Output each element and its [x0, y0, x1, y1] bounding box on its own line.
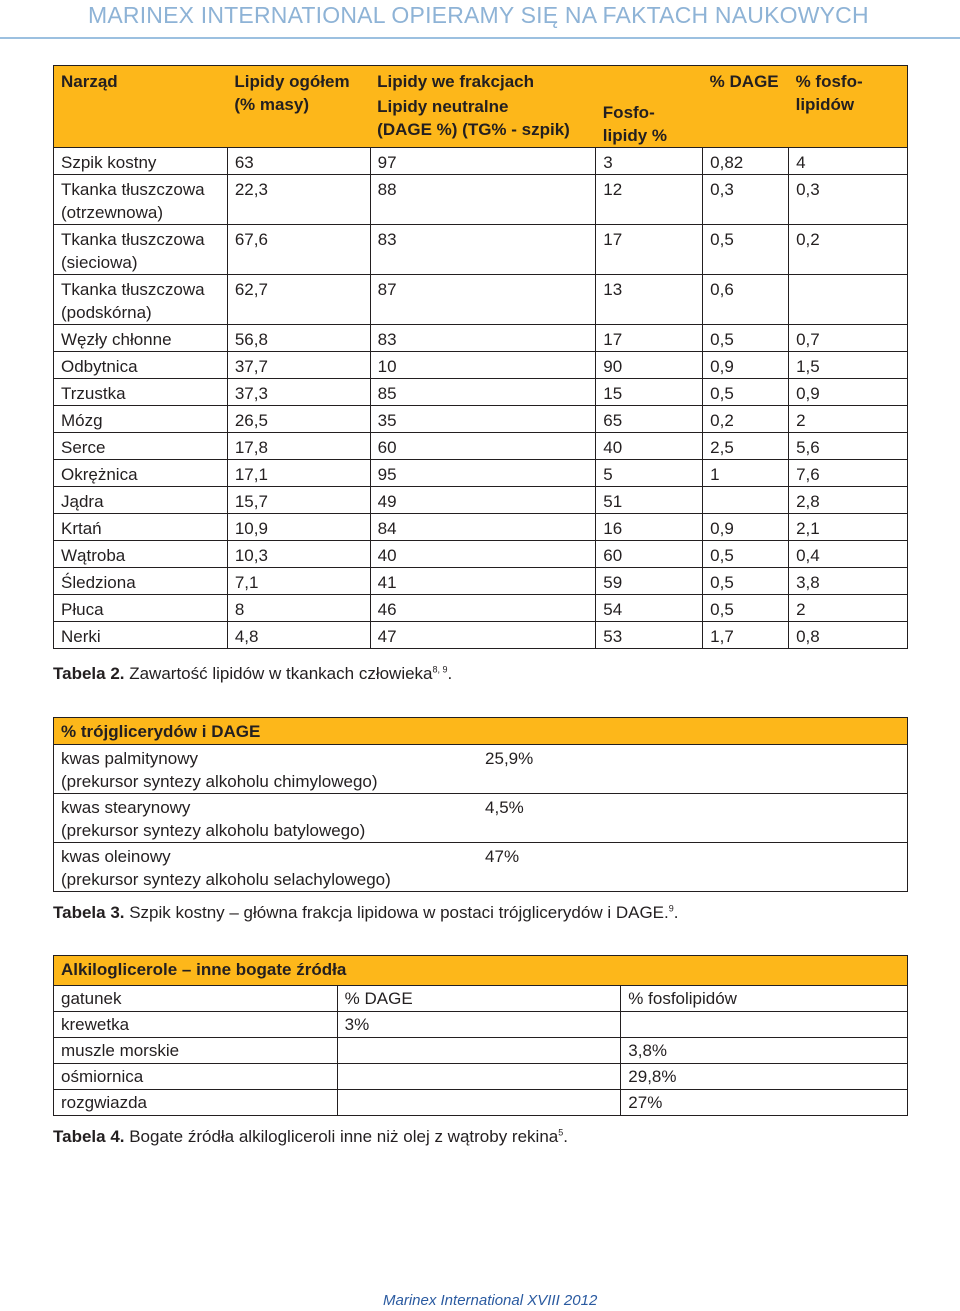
- value-cell-total: 10,9: [227, 514, 370, 541]
- value-cell-pl: 0,2: [789, 225, 908, 275]
- value-cell-phospho: 3: [596, 148, 703, 175]
- value-cell-dage: 0,5: [703, 225, 789, 275]
- acid-cell: [54, 843, 479, 892]
- header-phospholipids: [596, 93, 703, 148]
- value-cell-neutral: 46: [370, 595, 596, 622]
- header-total-lipids: [227, 66, 370, 148]
- triglyceride-table: [53, 717, 908, 892]
- header-neutral-line2: (DAGE %) (TG% - szpik): [377, 120, 570, 139]
- table-row: [54, 460, 908, 487]
- table4-caption-ref: 5: [558, 1127, 564, 1138]
- value-cell-neutral: 83: [370, 225, 596, 275]
- table3-caption-ref: 9: [668, 903, 674, 914]
- organ-cell: [54, 433, 228, 460]
- organ-name: Tkanka tłuszczowa: [61, 230, 205, 249]
- header-total-line1: Lipidy ogółem: [234, 72, 350, 91]
- dage-cell: [337, 1064, 621, 1090]
- table3-header: % trójglicerydów i DAGE: [54, 718, 908, 745]
- value-cell-pl: 0,8: [789, 622, 908, 649]
- table-row: [54, 1090, 908, 1116]
- page-footer: Marinex International XVIII 2012: [383, 1292, 598, 1309]
- value-cell-dage: 1: [703, 460, 789, 487]
- value-cell-phospho: 17: [596, 325, 703, 352]
- value-cell-total: 15,7: [227, 487, 370, 514]
- value-cell-neutral: 88: [370, 175, 596, 225]
- table-row: [54, 568, 908, 595]
- organ-cell: [54, 175, 228, 225]
- table2-caption-label: Tabela 2.: [53, 664, 125, 683]
- table2-caption: [53, 664, 452, 684]
- header-dage: % DAGE: [703, 66, 789, 148]
- organ-cell: [54, 352, 228, 379]
- organ-name: Płuca: [61, 600, 104, 619]
- value-cell-dage: 0,82: [703, 148, 789, 175]
- table2-caption-ref: 8, 9: [432, 664, 448, 675]
- value-cell-neutral: 95: [370, 460, 596, 487]
- alkylglycerol-sources-table: [53, 955, 908, 1116]
- value-cell-phospho: 16: [596, 514, 703, 541]
- value-cell-neutral: 10: [370, 352, 596, 379]
- table-row: [54, 352, 908, 379]
- value-cell-dage: 0,5: [703, 541, 789, 568]
- value-cell-pl: 2: [789, 595, 908, 622]
- value-cell-phospho: 65: [596, 406, 703, 433]
- table-row: [54, 379, 908, 406]
- acid-name: kwas oleinowy: [61, 847, 171, 866]
- value-cell-phospho: 53: [596, 622, 703, 649]
- value-cell-pl: 3,8: [789, 568, 908, 595]
- table4-col-dage: % DAGE: [337, 986, 621, 1012]
- value-cell-dage: 0,2: [703, 406, 789, 433]
- table-row: [54, 148, 908, 175]
- organ-name: Jądra: [61, 492, 104, 511]
- table-row: [54, 514, 908, 541]
- table-row: [54, 433, 908, 460]
- table4-header: Alkiloglicerole – inne bogate źródła: [54, 956, 908, 986]
- value-cell-pl: 2,8: [789, 487, 908, 514]
- value-cell-pl: 2: [789, 406, 908, 433]
- organ-name: Śledziona: [61, 573, 136, 592]
- organ-cell: [54, 379, 228, 406]
- species-cell: muszle morskie: [54, 1038, 338, 1064]
- value-cell-total: 22,3: [227, 175, 370, 225]
- page-header: MARINEX INTERNATIONAL OPIERAMY SIĘ NA FAKTACH NAUKOWYCH: [88, 2, 869, 28]
- acid-precursor-note: (prekursor syntezy alkoholu chimylowego): [61, 772, 378, 791]
- table-row: [54, 1038, 908, 1064]
- value-cell-dage: 0,5: [703, 379, 789, 406]
- value-cell-dage: 0,5: [703, 325, 789, 352]
- value-cell-dage: 0,3: [703, 175, 789, 225]
- organ-cell: [54, 541, 228, 568]
- organ-name: Trzustka: [61, 384, 126, 403]
- value-cell-neutral: 87: [370, 275, 596, 325]
- value-cell-neutral: 84: [370, 514, 596, 541]
- organ-cell: [54, 406, 228, 433]
- value-cell-dage: 0,5: [703, 595, 789, 622]
- organ-name: Mózg: [61, 411, 103, 430]
- table-row: [54, 1064, 908, 1090]
- table4-caption-label: Tabela 4.: [53, 1127, 125, 1146]
- table3-caption: [53, 903, 678, 923]
- table-row: [54, 595, 908, 622]
- value-cell-total: 26,5: [227, 406, 370, 433]
- value-cell-neutral: 47: [370, 622, 596, 649]
- organ-cell: [54, 275, 228, 325]
- acid-percent: 4,5%: [478, 794, 907, 843]
- value-cell-phospho: 17: [596, 225, 703, 275]
- organ-name: Tkanka tłuszczowa: [61, 280, 205, 299]
- organ-cell: [54, 595, 228, 622]
- value-cell-pl: 7,6: [789, 460, 908, 487]
- dage-cell: [337, 1090, 621, 1116]
- value-cell-pl: 0,7: [789, 325, 908, 352]
- organ-cell: [54, 487, 228, 514]
- phospholipid-cell: [621, 1012, 908, 1038]
- acid-percent: 47%: [478, 843, 907, 892]
- header-total-line2: (% masy): [234, 95, 309, 114]
- dage-cell: 3%: [337, 1012, 621, 1038]
- value-cell-phospho: 59: [596, 568, 703, 595]
- header-phospho-line2: lipidy %: [602, 126, 668, 145]
- table-row: [54, 843, 908, 892]
- header-neutral-line1: Lipidy neutralne: [377, 97, 509, 116]
- value-cell-dage: 2,5: [703, 433, 789, 460]
- organ-cell: [54, 568, 228, 595]
- table4-col-species: gatunek: [54, 986, 338, 1012]
- value-cell-total: 4,8: [227, 622, 370, 649]
- acid-percent: 25,9%: [478, 745, 907, 794]
- organ-name: Wątroba: [61, 546, 126, 565]
- value-cell-pl: 0,9: [789, 379, 908, 406]
- value-cell-neutral: 35: [370, 406, 596, 433]
- value-cell-dage: 1,7: [703, 622, 789, 649]
- phospholipid-cell: 29,8%: [621, 1064, 908, 1090]
- table-row: [54, 622, 908, 649]
- table4-caption: [53, 1127, 568, 1147]
- organ-name: Nerki: [61, 627, 101, 646]
- value-cell-pl: 5,6: [789, 433, 908, 460]
- value-cell-pl: 4: [789, 148, 908, 175]
- value-cell-neutral: 40: [370, 541, 596, 568]
- value-cell-total: 67,6: [227, 225, 370, 275]
- value-cell-dage: 0,9: [703, 514, 789, 541]
- header-phospholipid-pct: [789, 66, 908, 148]
- value-cell-total: 7,1: [227, 568, 370, 595]
- species-cell: ośmiornica: [54, 1064, 338, 1090]
- organ-name: Tkanka tłuszczowa: [61, 180, 205, 199]
- organ-cell: [54, 514, 228, 541]
- value-cell-pl: 0,3: [789, 175, 908, 225]
- value-cell-total: 37,3: [227, 379, 370, 406]
- table3-caption-label: Tabela 3.: [53, 903, 125, 922]
- header-neutral-lipids: [370, 93, 596, 148]
- organ-name: Odbytnica: [61, 357, 138, 376]
- table-row: [54, 175, 908, 225]
- header-fractions: Lipidy we frakcjach: [370, 66, 703, 94]
- value-cell-phospho: 13: [596, 275, 703, 325]
- header-rule: [0, 37, 960, 39]
- organ-name: Szpik kostny: [61, 153, 157, 172]
- header-phospho-line1: Fosfo-: [602, 103, 655, 122]
- value-cell-neutral: 60: [370, 433, 596, 460]
- value-cell-dage: 0,9: [703, 352, 789, 379]
- value-cell-total: 17,8: [227, 433, 370, 460]
- value-cell-neutral: 97: [370, 148, 596, 175]
- table2-caption-text: Zawartość lipidów w tkankach człowieka: [124, 664, 433, 683]
- organ-name: Węzły chłonne: [61, 330, 172, 349]
- value-cell-total: 17,1: [227, 460, 370, 487]
- value-cell-phospho: 12: [596, 175, 703, 225]
- value-cell-phospho: 15: [596, 379, 703, 406]
- value-cell-neutral: 83: [370, 325, 596, 352]
- organ-cell: [54, 622, 228, 649]
- phospholipid-cell: 27%: [621, 1090, 908, 1116]
- organ-name: Serce: [61, 438, 106, 457]
- value-cell-dage: [703, 487, 789, 514]
- header-pl-line1: % fosfo-: [795, 72, 863, 91]
- organ-name: Krtań: [61, 519, 102, 538]
- value-cell-total: 56,8: [227, 325, 370, 352]
- value-cell-dage: 0,6: [703, 275, 789, 325]
- acid-cell: [54, 745, 479, 794]
- value-cell-pl: 0,4: [789, 541, 908, 568]
- acid-name: kwas stearynowy: [61, 798, 191, 817]
- value-cell-pl: 2,1: [789, 514, 908, 541]
- value-cell-dage: 0,5: [703, 568, 789, 595]
- dage-cell: [337, 1038, 621, 1064]
- organ-name: Okrężnica: [61, 465, 138, 484]
- value-cell-total: 37,7: [227, 352, 370, 379]
- phospholipid-cell: 3,8%: [621, 1038, 908, 1064]
- table3-caption-text: Szpik kostny – główna frakcja lipidowa w postaci trójglicerydów i DAGE.: [124, 903, 669, 922]
- organ-cell: [54, 148, 228, 175]
- organ-cell: [54, 460, 228, 487]
- value-cell-phospho: 5: [596, 460, 703, 487]
- value-cell-phospho: 54: [596, 595, 703, 622]
- table-row: [54, 487, 908, 514]
- header-organ: Narząd: [54, 66, 228, 148]
- table4-caption-end: .: [563, 1127, 568, 1146]
- table4-col-phospholipids: % fosfolipidów: [621, 986, 908, 1012]
- table2-caption-end: .: [447, 664, 453, 683]
- value-cell-total: 63: [227, 148, 370, 175]
- acid-precursor-note: (prekursor syntezy alkoholu selachylowego): [61, 870, 391, 889]
- value-cell-neutral: 41: [370, 568, 596, 595]
- value-cell-neutral: 85: [370, 379, 596, 406]
- value-cell-phospho: 90: [596, 352, 703, 379]
- acid-precursor-note: (prekursor syntezy alkoholu batylowego): [61, 821, 366, 840]
- table-row: [54, 406, 908, 433]
- table-row: [54, 225, 908, 275]
- value-cell-pl: [789, 275, 908, 325]
- value-cell-pl: 1,5: [789, 352, 908, 379]
- table-row: [54, 325, 908, 352]
- value-cell-neutral: 49: [370, 487, 596, 514]
- value-cell-phospho: 40: [596, 433, 703, 460]
- organ-qualifier: (sieciowa): [61, 253, 138, 272]
- header-pl-line2: lipidów: [795, 95, 855, 114]
- table4-caption-text: Bogate źródła alkilogliceroli inne niż olej z wątroby rekina: [124, 1127, 559, 1146]
- organ-qualifier: (podskórna): [61, 303, 152, 322]
- table-row: [54, 794, 908, 843]
- acid-name: kwas palmitynowy: [61, 749, 198, 768]
- value-cell-total: 62,7: [227, 275, 370, 325]
- acid-cell: [54, 794, 479, 843]
- table3-caption-end: .: [673, 903, 679, 922]
- species-cell: krewetka: [54, 1012, 338, 1038]
- lipid-tissue-table: [53, 65, 908, 649]
- value-cell-phospho: 60: [596, 541, 703, 568]
- organ-qualifier: (otrzewnowa): [61, 203, 164, 222]
- value-cell-total: 8: [227, 595, 370, 622]
- table-row: [54, 745, 908, 794]
- organ-cell: [54, 325, 228, 352]
- table-row: [54, 541, 908, 568]
- value-cell-total: 10,3: [227, 541, 370, 568]
- table-row: [54, 1012, 908, 1038]
- value-cell-phospho: 51: [596, 487, 703, 514]
- organ-cell: [54, 225, 228, 275]
- table-row: [54, 275, 908, 325]
- species-cell: rozgwiazda: [54, 1090, 338, 1116]
